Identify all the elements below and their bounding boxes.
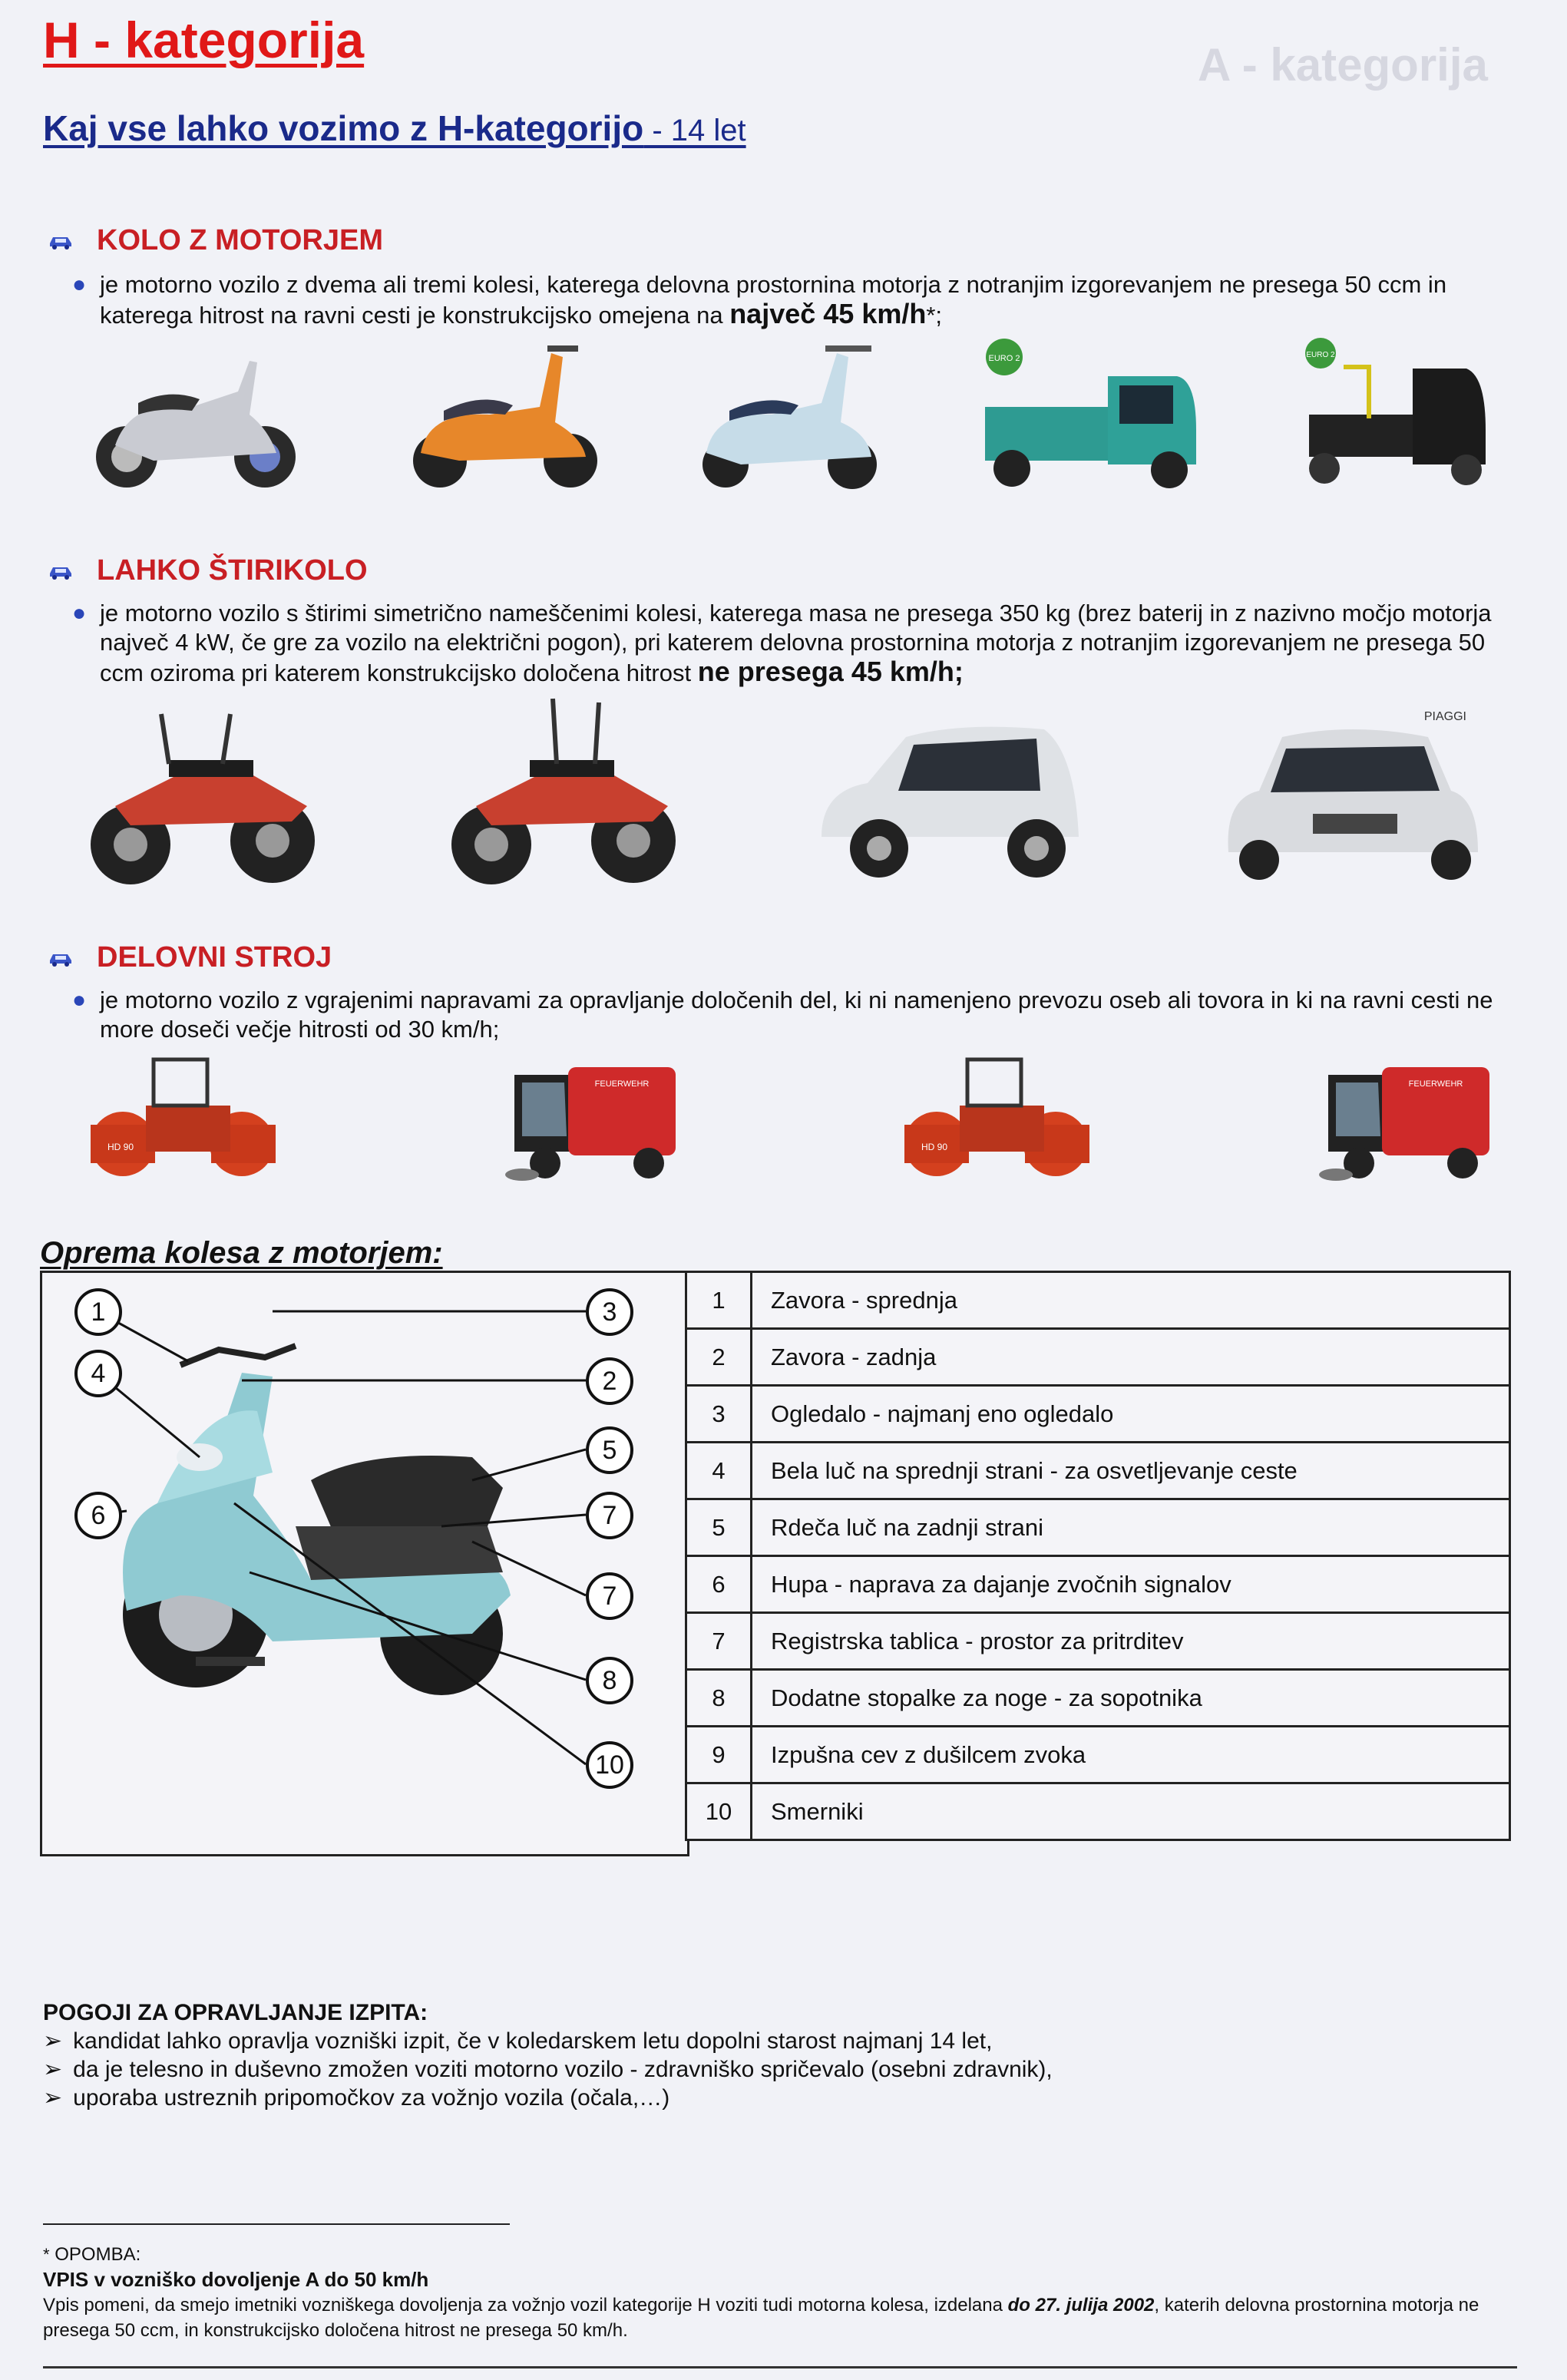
- euro-badge: EURO 2: [988, 354, 1020, 363]
- section-text-delovni-stroj: ● je motorno vozilo z vgrajenimi napravami za opravljanje določenih del, ki ni namenjeno prevozu oseb ali tovora in ki na ravni cesti ne more doseči večje hitrosti od 30 km/h;: [72, 987, 1493, 1043]
- street-sweeper-image-1: [499, 1052, 683, 1182]
- callout-5: 5: [586, 1426, 633, 1474]
- footnote-divider: [43, 2223, 510, 2225]
- road-roller-image-2: [898, 1052, 1098, 1182]
- bullet-icon: ●: [72, 600, 87, 626]
- table-row: 6 Hupa - naprava za dajanje zvočnih signalov: [686, 1556, 1510, 1613]
- list-item: ➢ kandidat lahko opravlja vozniški izpit, če v koledarskem letu dopolni starost najmanj 14 let,: [43, 2028, 993, 2054]
- atv-image-2: [445, 691, 683, 891]
- bleed-through-decoration: A - kategorija: [1198, 39, 1488, 91]
- roller-model-label: HD 90: [107, 1142, 134, 1152]
- scooter-image-silver: [84, 345, 307, 491]
- moped-image-row: [84, 338, 1497, 491]
- page-subtitle: Kaj vse lahko vozimo z H-kategorijo - 14 let: [43, 108, 746, 148]
- age-label: - 14 let: [643, 114, 746, 147]
- equipment-table: [685, 1271, 1511, 1841]
- sweeper-brand-label: FEUERWEHR: [594, 1079, 650, 1089]
- microcar-image-1: [806, 706, 1090, 891]
- table-row: 4 Bela luč na sprednji strani - za osvetljevanje ceste: [686, 1443, 1510, 1499]
- svg-text:HD 90: HD 90: [921, 1142, 948, 1152]
- work-machine-image-row: [84, 1044, 1497, 1182]
- table-row: 10 Smerniki: [686, 1783, 1510, 1840]
- conditions-heading: POGOJI ZA OPRAVLJANJE IZPITA:: [43, 2000, 428, 2025]
- callout-7a: 7: [586, 1492, 633, 1539]
- table-row: 3 Ogledalo - najmanj eno ogledalo: [686, 1386, 1510, 1443]
- callout-6: 6: [74, 1492, 122, 1539]
- three-wheeler-image-black: [1298, 338, 1497, 491]
- table-row: 9 Izpušna cev z dušilcem zvoka: [686, 1727, 1510, 1783]
- svg-text:FEUERWEHR: FEUERWEHR: [1408, 1079, 1463, 1089]
- car-icon: [48, 950, 74, 967]
- scooter-image-lightblue: [695, 338, 887, 491]
- page-title: H - kategorija: [43, 12, 365, 68]
- arrow-bullet-icon: ➢: [43, 2028, 63, 2054]
- table-row: 8 Dodatne stopalke za noge - za sopotnika: [686, 1670, 1510, 1727]
- callout-10: 10: [586, 1741, 633, 1789]
- table-row: 2 Zavora - zadnja: [686, 1329, 1510, 1386]
- callout-7b: 7: [586, 1572, 633, 1620]
- scooter-diagram: [40, 1271, 689, 1856]
- callout-1: 1: [74, 1288, 122, 1336]
- microcar-image-2: [1213, 706, 1497, 891]
- section-text-stirikolo: ● je motorno vozilo s štirimi simetrično nameščenimi kolesi, katerega masa ne presega 350 kg (brez baterij in z nazivno močjo motorja največ 4 kW, če gre za vozilo na električni pogon), pri katerem delovna prostornina motorja z notranjim izgorevanjem ne presega 50 ccm oziroma pri katerem konstrukcijsko določena hitrost ne presega 45 km/h;: [72, 600, 1492, 687]
- list-item: ➢ uporaba ustreznih pripomočkov za vožnjo vozila (očala,…): [43, 2085, 670, 2111]
- bullet-icon: ●: [72, 987, 87, 1013]
- list-item: ➢ da je telesno in duševno zmožen voziti motorno vozilo - zdravniško spričevalo (osebni zdravnik),: [43, 2057, 1053, 2082]
- arrow-bullet-icon: ➢: [43, 2085, 63, 2111]
- car-icon: [48, 233, 74, 250]
- arrow-bullet-icon: ➢: [43, 2057, 63, 2082]
- footnote: * OPOMBA: VPIS v vozniško dovoljenje A do 50 km/h Vpis pomeni, da smejo imetniki vozniškega dovoljenja za vožnjo vozil kategorije H voziti tudi motorna kolesa, izdelana do 27. julija 2002, katerih delovna prostornina motorja ne presega 50 ccm, in konstrukcijsko določena hitrost ne presega 50 km/h.: [43, 2244, 1479, 2341]
- street-sweeper-image-2: [1313, 1052, 1497, 1182]
- section-heading-delovni-stroj: DELOVNI STROJ: [48, 941, 332, 974]
- section-heading-kolo: KOLO Z MOTORJEM: [48, 224, 383, 257]
- table-row: 1 Zavora - sprednja: [686, 1272, 1510, 1329]
- section-text-kolo: ● je motorno vozilo z dvema ali tremi kolesi, katerega delovna prostornina motorja z notranjim izgorevanjem ne presega 50 ccm in katerega hitrost na ravni cesti je konstrukcijsko omejena na največ 45 km/h*;: [72, 271, 1447, 329]
- section-heading-stirikolo: LAHKO ŠTIRIKOLO: [48, 554, 368, 587]
- atv-image-1: [84, 691, 322, 891]
- callout-8: 8: [586, 1657, 633, 1704]
- equipment-heading: Oprema kolesa z motorjem:: [40, 1236, 443, 1270]
- road-roller-image-1: [84, 1052, 284, 1182]
- three-wheeler-pickup-image: [977, 338, 1208, 491]
- callout-3: 3: [586, 1288, 633, 1336]
- callout-4: 4: [74, 1350, 122, 1397]
- table-row: 7 Registrska tablica - prostor za pritrditev: [686, 1613, 1510, 1670]
- bullet-icon: ●: [72, 272, 87, 297]
- quadricycle-image-row: [84, 683, 1497, 891]
- svg-text:EURO 2: EURO 2: [1306, 351, 1335, 359]
- table-row: 5 Rdeča luč na zadnji strani: [686, 1499, 1510, 1556]
- conditions-list: [43, 2027, 1053, 2112]
- callout-2: 2: [586, 1357, 633, 1405]
- brand-label: PIAGGI: [1423, 710, 1466, 723]
- car-icon: [48, 563, 74, 580]
- scooter-image-orange: [398, 338, 605, 491]
- page-bottom-divider: [43, 2366, 1517, 2368]
